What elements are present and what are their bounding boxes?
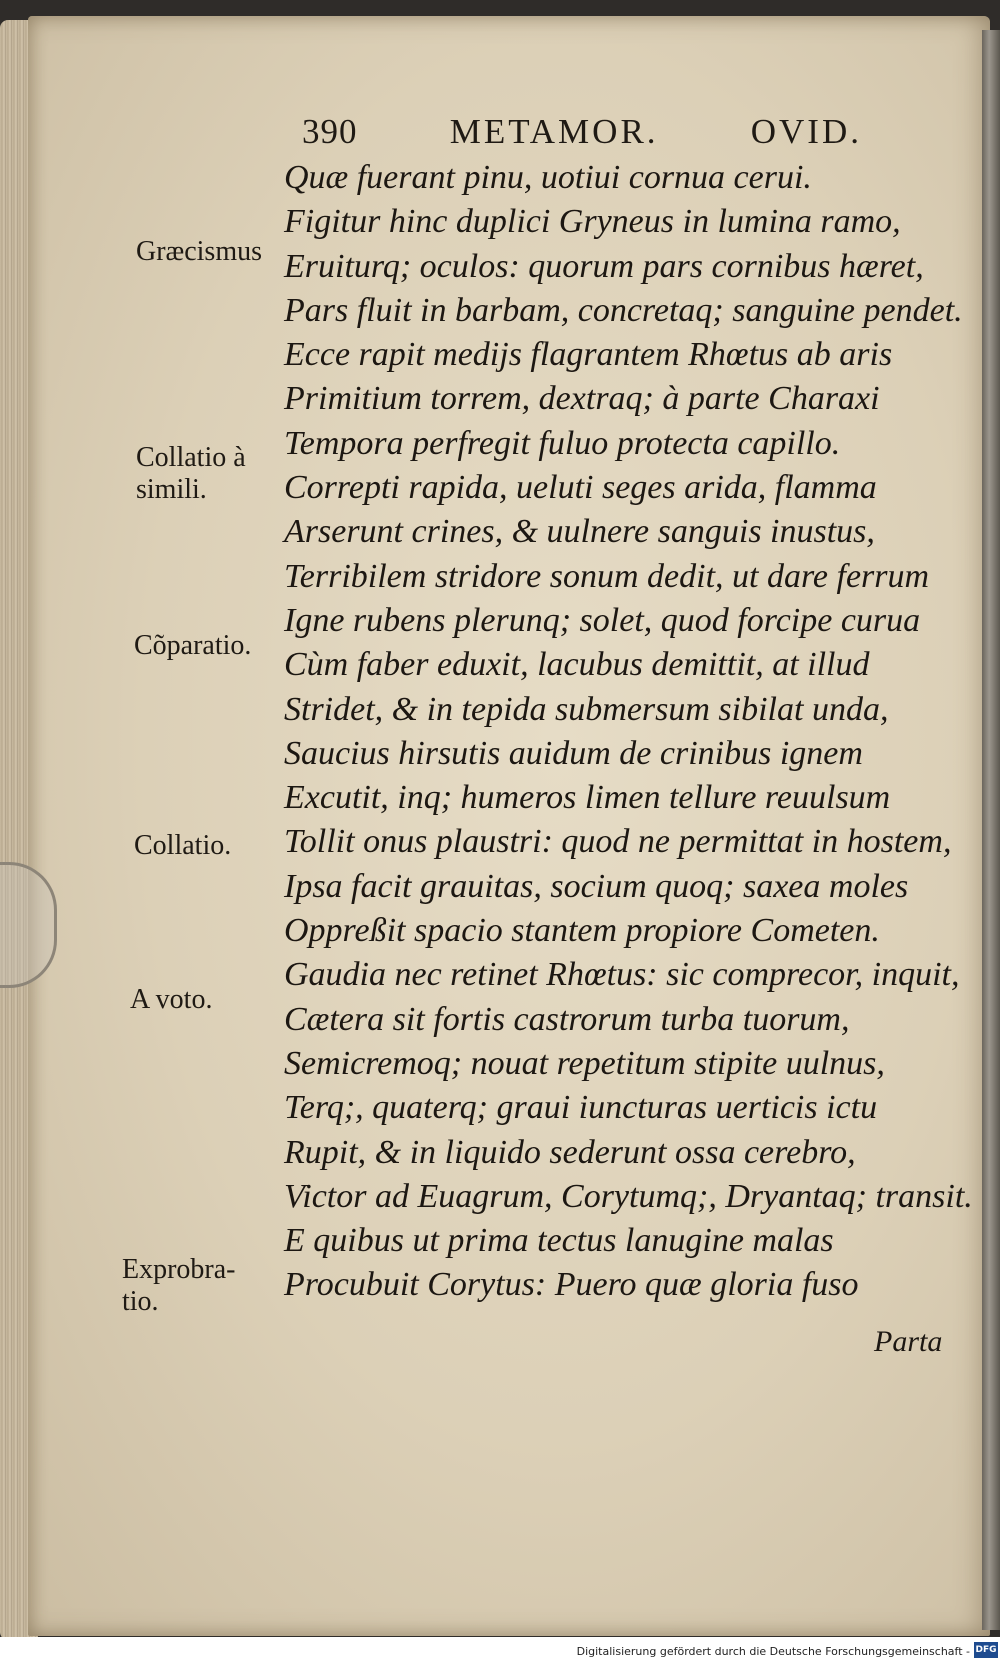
verse-line: Quæ fuerant pinu, uotiui cornua cerui. bbox=[284, 159, 812, 196]
verse-line: Terribilem stridore sonum dedit, ut dare ferrum bbox=[284, 557, 930, 595]
verse-line: Excutit, inq; humeros limen tellure reuulsum bbox=[284, 779, 891, 817]
verse-line: Cùm faber eduxit, lacubus demittit, at illud bbox=[284, 646, 870, 684]
marginal-note-line: tio. bbox=[122, 1286, 159, 1317]
verse-line: Primitium torrem, dextraq; à parte Charaxi bbox=[284, 380, 880, 418]
verse-line: Cætera sit fortis castrorum turba tuorum, bbox=[284, 1000, 850, 1038]
verse-line: Gaudia nec retinet Rhœtus: sic comprecor, inquit, bbox=[284, 956, 960, 994]
verse-line: Tollit onus plaustri: quod ne permittat in hostem, bbox=[284, 823, 952, 861]
running-head-right: OVID. bbox=[750, 112, 862, 151]
verse-line: Pars fluit in barbam, concretaq; sanguine pendet. bbox=[284, 291, 963, 329]
marginal-note-exprobratio bbox=[122, 1254, 236, 1318]
marginal-note-line: simili. bbox=[136, 474, 207, 505]
marginal-note-line: Collatio à bbox=[136, 442, 246, 473]
marginal-note-collatio-a-simili bbox=[136, 442, 246, 506]
verse-line: Oppreßit spacio stantem propiore Cometen. bbox=[284, 912, 880, 950]
marginal-note-graecismus: Græcismus bbox=[136, 236, 262, 267]
verse-line: Igne rubens plerunq; solet, quod forcipe curua bbox=[284, 601, 921, 639]
footer-bar bbox=[0, 1637, 1000, 1661]
verse-line: Ipsa facit grauitas, socium quoq; saxea moles bbox=[284, 867, 909, 905]
marginal-note-comparatio: Cõparatio. bbox=[134, 630, 252, 661]
verse-line: Terq;, quaterq; graui iuncturas uerticis ictu bbox=[284, 1089, 878, 1127]
verse-line: Saucius hirsutis auidum de crinibus ignem bbox=[284, 734, 863, 772]
verse-line: Procubuit Corytus: Puero quæ gloria fuso bbox=[284, 1266, 859, 1304]
verse-line: E quibus ut prima tectus lanugine malas bbox=[284, 1222, 834, 1260]
verse-line: Stridet, & in tepida submersum sibilat unda, bbox=[284, 690, 889, 728]
verse-block bbox=[284, 156, 974, 1308]
page-number: 390 bbox=[302, 112, 358, 151]
verse-line: Correpti rapida, ueluti seges arida, flamma bbox=[284, 469, 877, 507]
verse-line: Victor ad Euagrum, Corytumq;, Dryantaq; transit. bbox=[284, 1177, 973, 1215]
marginal-note-line: Exprobra- bbox=[122, 1254, 236, 1285]
running-head bbox=[302, 112, 862, 152]
verse-line: Ecce rapit medijs flagrantem Rhœtus ab aris bbox=[284, 336, 893, 374]
dfg-logo: DFG bbox=[974, 1642, 998, 1658]
catchword: Parta bbox=[874, 1325, 943, 1358]
funding-credit: Digitalisierung gefördert durch die Deutsche Forschungsgemeinschaft - bbox=[576, 1645, 970, 1658]
verse-line: Tempora perfregit fuluo protecta capillo. bbox=[284, 424, 841, 462]
book-fore-edge bbox=[982, 30, 1000, 1630]
verse-line: Eruiturq; oculos: quorum pars cornibus hæret, bbox=[284, 247, 924, 285]
running-head-left: METAMOR. bbox=[449, 112, 659, 151]
marginal-note-a-voto: A voto. bbox=[130, 984, 213, 1015]
verse-line: Figitur hinc duplici Gryneus in lumina ramo, bbox=[284, 203, 901, 241]
verse-line: Rupit, & in liquido sederunt ossa cerebro, bbox=[284, 1133, 856, 1171]
marginal-note-collatio: Collatio. bbox=[134, 830, 232, 861]
verse-line: Arserunt crines, & uulnere sanguis inustus, bbox=[284, 513, 875, 551]
verse-line: Semicremoq; nouat repetitum stipite uulnus, bbox=[284, 1044, 885, 1082]
